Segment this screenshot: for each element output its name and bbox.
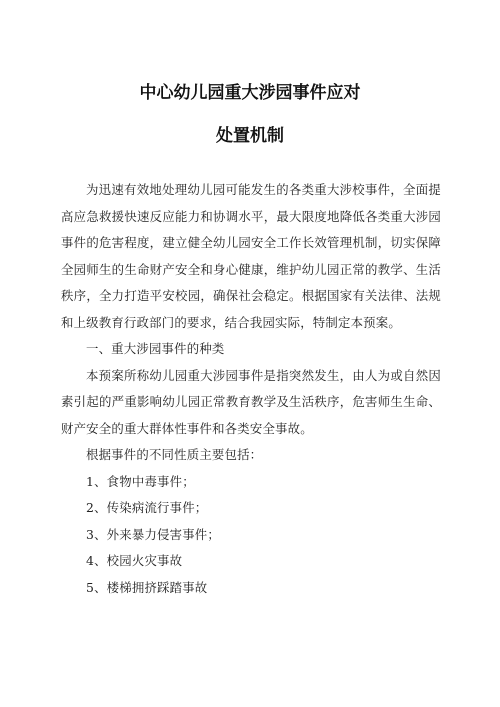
event-type-item: 1、食物中毒事件； — [86, 473, 195, 489]
section1-paragraph: 本预案所称幼儿园重大涉园事件是指突然发生，由人为或自然因素引起的严重影响幼儿园正常教育教学及生活秩序，危害师生生命、财产安全的重大群体性事件和各类安全事故。 — [61, 367, 441, 436]
event-type-item: 4、校园火灾事故 — [86, 553, 183, 568]
event-type-item: 5、楼梯拥挤踩踏事故 — [86, 579, 208, 595]
section1-heading: 一、重大涉园事件的种类 — [86, 341, 225, 356]
event-type-item: 3、外来暴力侵害事件； — [86, 526, 220, 542]
intro-paragraph: 为迅速有效地处理幼儿园可能发生的各类重大涉校事件，全面提高应急救援快速反应能力和协调水平，最大限度地降低各类重大涉园事件的危害程度，建立健全幼儿园安全工作长效管理机制，切实保障全园师生的生命财产安全和身心健康，维护幼儿园正常的教学、生活秩序，全力打造平安校园，确保社会稳定。根据国家有关法律、法规和上级教育行政部门的要求，结合我园实际，特制定本预案。 — [61, 182, 441, 330]
types-intro: 根据事件的不同性质主要包括： — [86, 447, 263, 462]
document-title-line2: 处置机制 — [216, 126, 284, 146]
document-title-line1: 中心幼儿园重大涉园事件应对 — [139, 83, 361, 103]
event-type-item: 2、传染病流行事件； — [86, 500, 208, 515]
event-types-list — [61, 469, 441, 602]
document-body — [61, 177, 441, 601]
